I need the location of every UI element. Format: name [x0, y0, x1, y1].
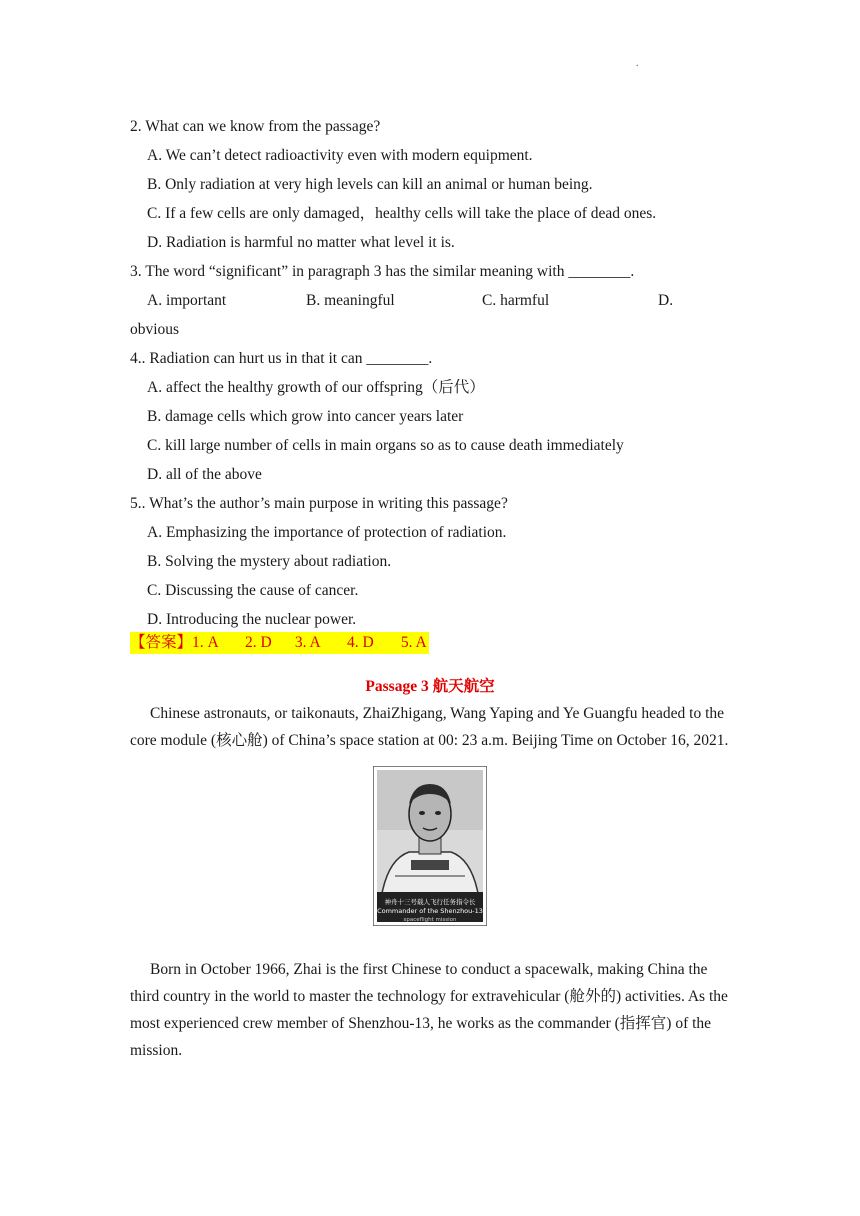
option-d: D. all of the above [147, 466, 262, 483]
question-stem: 5.. What’s the author’s main purpose in writing this passage? [130, 495, 508, 512]
option-c: C. If a few cells are only damaged，healthy cells will take the place of dead ones. [147, 205, 657, 222]
document-page [130, 112, 730, 1064]
option-a: A. affect the healthy growth of our offspring（后代） [147, 379, 485, 396]
option-b: B. Solving the mystery about radiation. [147, 553, 392, 570]
passage-title [130, 672, 730, 700]
option-a: A. Emphasizing the importance of protection of radiation. [147, 524, 507, 541]
passage-title-en: Passage 3 [365, 678, 429, 695]
question-stem: 3. The word “significant” in paragraph 3 has the similar meaning with ________. [130, 263, 635, 280]
option-d: D. Radiation is harmful no matter what level it is. [147, 234, 455, 251]
passage-paragraph: Born in October 1966, Zhai is the first Chinese to conduct a spacewalk, making China the third country in the world to master the technology for extravehicular (舱外的) activities. As the most experienced crew member of Shenzhou-13, he works as the commander (指挥官) of the mission. [130, 961, 728, 1059]
option-c: C. harmful [482, 292, 550, 309]
question-stem: 4.. Radiation can hurt us in that it can ________. [130, 350, 433, 367]
astronaut-portrait-image [373, 766, 487, 926]
option-a: A. We can’t detect radioactivity even with modern equipment. [147, 147, 533, 164]
option-d: D. [658, 292, 674, 309]
photo-caption-en2: spaceflight mission [403, 917, 457, 923]
passage-title-cn: 航天航空 [432, 677, 495, 695]
question-stem: 2. What can we know from the passage? [130, 118, 381, 135]
option-c: C. kill large number of cells in main organs so as to cause death immediately [147, 437, 624, 454]
options-row [130, 286, 730, 315]
photo-caption-cn: 神舟十三号载人飞行任务指令长 [384, 898, 476, 906]
option-a: A. important [147, 292, 227, 309]
astronaut-photo-container [130, 766, 730, 926]
option-b: B. Only radiation at very high levels can kill an animal or human being. [147, 176, 593, 193]
option-d: D. Introducing the nuclear power. [147, 611, 357, 628]
header-mark: . [636, 58, 639, 69]
option-c: C. Discussing the cause of cancer. [147, 582, 359, 599]
photo-caption-en: Commander of the Shenzhou-13 [377, 907, 483, 915]
passage-paragraph: Chinese astronauts, or taikonauts, ZhaiZhigang, Wang Yaping and Ye Guangfu headed to the core module (核心舱) of China’s space station at 00: 23 a.m. Beijing Time on October 16, 2021. [130, 705, 729, 749]
option-d-wrap: obvious [130, 321, 180, 338]
answer-key: 【答案】1. A 2. D 3. A 4. D 5. A [130, 632, 429, 654]
option-b: B. meaningful [306, 292, 395, 309]
option-b: B. damage cells which grow into cancer years later [147, 408, 464, 425]
